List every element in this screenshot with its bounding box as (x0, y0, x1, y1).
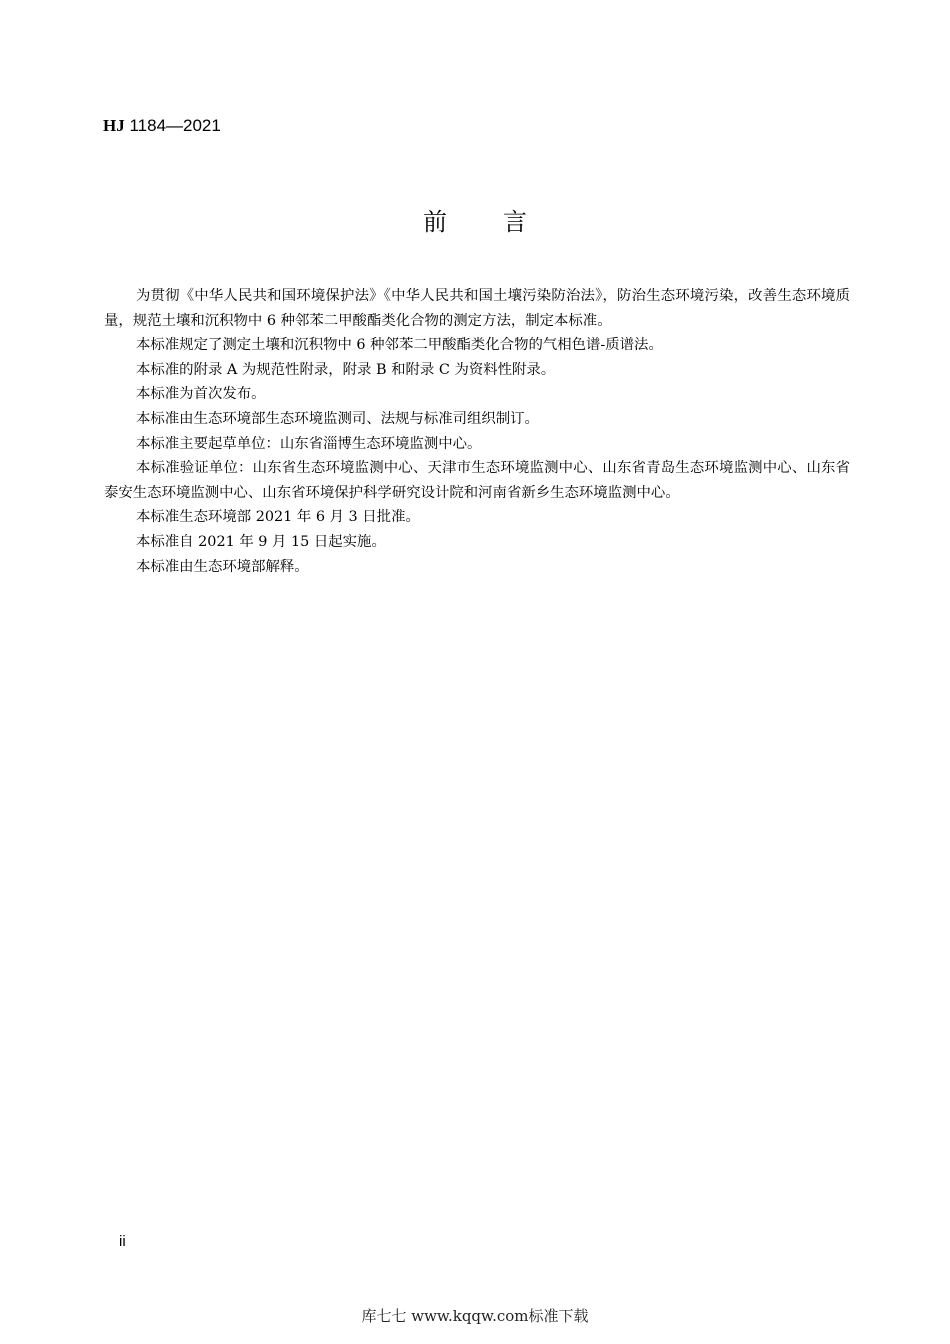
paragraph-approval-date: 本标准生态环境部 2021 年 6 月 3 日批准。 (136, 509, 420, 526)
paragraph-organizer: 本标准由生态环境部生态环境监测司、法规与标准司组织制订。 (136, 410, 539, 427)
foreword-body (104, 284, 850, 579)
standard-prefix: HJ (103, 116, 125, 135)
paragraph-appendix: 本标准的附录 A 为规范性附录，附录 B 和附录 C 为资料性附录。 (136, 361, 556, 378)
paragraph-verifier: 本标准验证单位：山东省生态环境监测中心、天津市生态环境监测中心、山东省青岛生态环境监测中心、山东省泰安生态环境监测中心、山东省环境保护科学研究设计院和河南省新乡生态环境监测中心。 (104, 460, 850, 501)
paragraph-scope: 本标准规定了测定土壤和沉积物中 6 种邻苯二甲酸酯类化合物的气相色谱-质谱法。 (136, 337, 663, 354)
paragraph-purpose: 为贯彻《中华人民共和国环境保护法》《中华人民共和国土壤污染防治法》，防治生态环境污染，改善生态环境质量，规范土壤和沉积物中 6 种邻苯二甲酸酯类化合物的测定方法，制定本标准。 (104, 288, 850, 329)
paragraph-drafter: 本标准主要起草单位：山东省淄博生态环境监测中心。 (136, 435, 482, 452)
paragraph-interpretation: 本标准由生态环境部解释。 (136, 558, 309, 575)
paragraph-effective-date: 本标准自 2021 年 9 月 15 日起实施。 (136, 533, 386, 550)
page-title: 前言 (423, 208, 583, 236)
page-number: ii (119, 1233, 126, 1250)
standard-number: 1184—2021 (129, 116, 221, 135)
paragraph-first-release: 本标准为首次发布。 (136, 386, 266, 403)
footer-watermark: 库七七 www.kqqw.com标准下载 (361, 1307, 589, 1325)
standard-code (103, 116, 221, 136)
